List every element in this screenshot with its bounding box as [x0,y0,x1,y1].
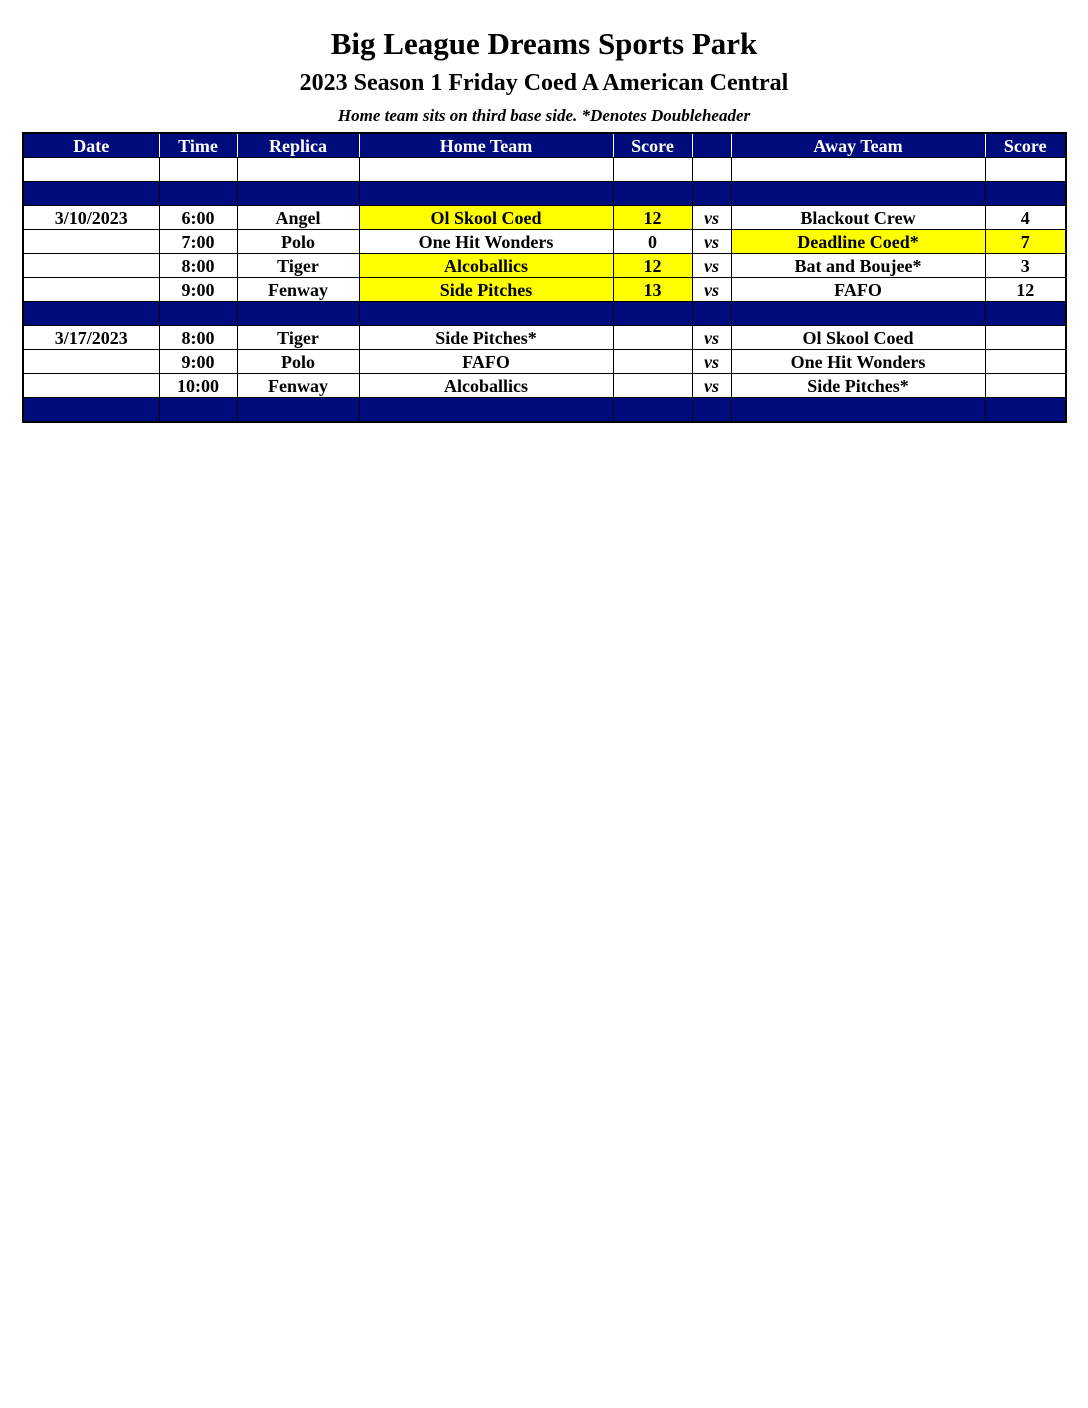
table-row [23,350,1066,374]
game-date [23,254,159,278]
game-time: 9:00 [159,350,237,374]
game-date: 3/10/2023 [23,206,159,230]
away-score [985,350,1066,374]
game-date [23,230,159,254]
game-time: 8:00 [159,326,237,350]
home-score [613,350,692,374]
home-score: 0 [613,230,692,254]
col-replica: Replica [237,133,359,158]
home-score: 13 [613,278,692,302]
home-team: Side Pitches [359,278,613,302]
away-score: 12 [985,278,1066,302]
away-team: Bat and Boujee* [731,254,985,278]
schedule-table [22,132,1067,423]
game-date: 3/17/2023 [23,326,159,350]
col-date: Date [23,133,159,158]
home-score [613,374,692,398]
game-field: Polo [237,230,359,254]
game-time: 9:00 [159,278,237,302]
home-score: 12 [613,206,692,230]
game-field: Tiger [237,326,359,350]
game-time: 7:00 [159,230,237,254]
away-team: FAFO [731,278,985,302]
vs-label: vs [692,230,731,254]
away-score: 3 [985,254,1066,278]
blank-row [23,158,1066,182]
table-row [23,230,1066,254]
away-team: Side Pitches* [731,374,985,398]
page-title: Big League Dreams Sports Park [330,26,758,61]
table-row [23,254,1066,278]
vs-label: vs [692,374,731,398]
game-date [23,374,159,398]
table-row [23,278,1066,302]
col-vs [692,133,731,158]
home-team: Side Pitches* [359,326,613,350]
home-score [613,326,692,350]
separator-row [23,302,1066,326]
away-score: 4 [985,206,1066,230]
table-row [23,206,1066,230]
season-subtitle: 2023 Season 1 Friday Coed A American Central [299,70,789,96]
away-team: Ol Skool Coed [731,326,985,350]
away-team: Deadline Coed* [731,230,985,254]
vs-label: vs [692,278,731,302]
col-home-team: Home Team [359,133,613,158]
home-team: One Hit Wonders [359,230,613,254]
game-date [23,350,159,374]
vs-label: vs [692,350,731,374]
separator-row [23,398,1066,423]
table-row [23,374,1066,398]
home-team: FAFO [359,350,613,374]
game-time: 6:00 [159,206,237,230]
game-field: Angel [237,206,359,230]
vs-label: vs [692,206,731,230]
col-away-score: Score [985,133,1066,158]
game-time: 10:00 [159,374,237,398]
home-score: 12 [613,254,692,278]
game-field: Tiger [237,254,359,278]
away-team: One Hit Wonders [731,350,985,374]
home-team: Ol Skool Coed [359,206,613,230]
away-team: Blackout Crew [731,206,985,230]
col-home-score: Score [613,133,692,158]
game-time: 8:00 [159,254,237,278]
col-away-team: Away Team [731,133,985,158]
game-field: Polo [237,350,359,374]
game-field: Fenway [237,374,359,398]
separator-row [23,182,1066,206]
game-field: Fenway [237,278,359,302]
table-row [23,326,1066,350]
home-team: Alcoballics [359,254,613,278]
schedule-note: Home team sits on third base side. *Denotes Doubleheader [337,106,751,125]
vs-label: vs [692,254,731,278]
away-score [985,326,1066,350]
vs-label: vs [692,326,731,350]
header-row [23,133,1066,158]
game-date [23,278,159,302]
away-score: 7 [985,230,1066,254]
col-time: Time [159,133,237,158]
away-score [985,374,1066,398]
home-team: Alcoballics [359,374,613,398]
